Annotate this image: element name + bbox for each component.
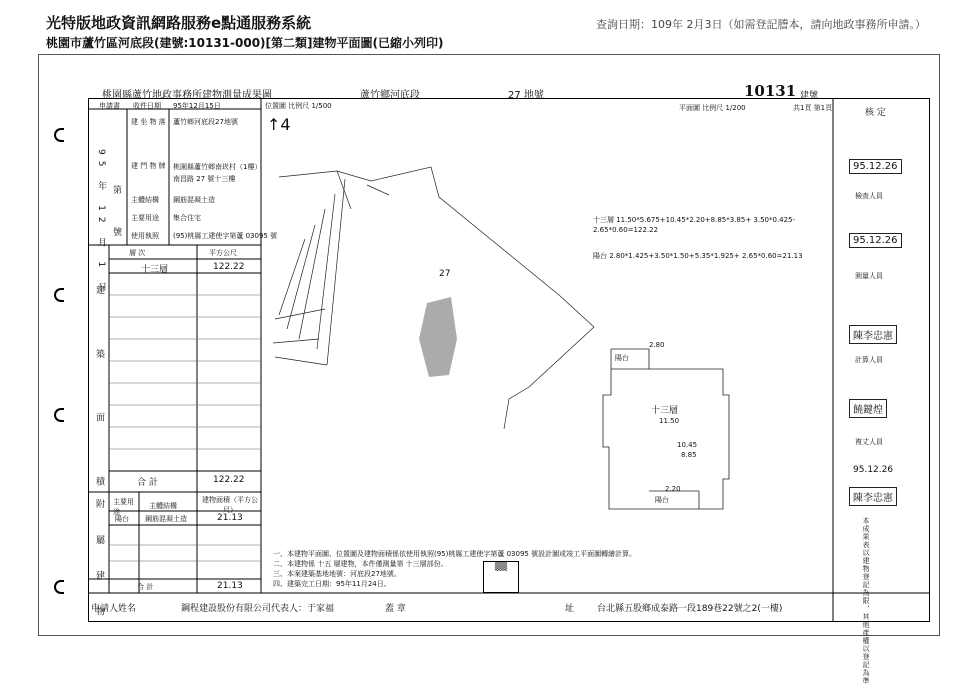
char-column: 第 <box>113 186 123 196</box>
attach-row-area: 21.13 <box>217 513 243 523</box>
binding-hole <box>54 580 64 594</box>
stamp-name-2: 饒鍵煌 <box>849 399 887 418</box>
location-value: 蘆竹鄉河底段27地號 <box>173 118 238 126</box>
floor-row-level: 十三層 <box>141 265 169 275</box>
calc-13f: 十三層 11.50*5.675+10.45*2.20+8.85*3.85+ 3.50*0.425-2.65*0.60=122.22 <box>593 216 796 234</box>
seal-label: 蓋 章 <box>385 604 406 614</box>
site-scale: 位置圖 比例尺 1/500 <box>265 102 332 110</box>
receipt-label: 收件日期 <box>133 102 161 110</box>
location-label: 建 坐 物 落 <box>131 118 166 126</box>
attach-head-use: 主要用途 <box>113 498 134 516</box>
binding-hole <box>54 288 64 302</box>
building-number-label: 建號 <box>800 91 819 101</box>
calculator-label: 計算人員 <box>855 356 883 364</box>
attach-total-value: 21.13 <box>217 581 243 591</box>
address-value: 台北縣五股鄉成泰路一段189巷22號之2(一樓) <box>597 604 783 614</box>
section-name: 蘆竹鄉河底段 <box>360 90 420 101</box>
calc-balcony: 陽台 2.80*1.425+3.50*1.50+5.35*1.925+ 2.65*0.60=21.13 <box>593 252 803 260</box>
building-number: 10131 <box>744 82 797 100</box>
building-area-vertical: 建 築 面 積 <box>94 285 104 512</box>
doc-title: 桃園縣蘆竹地政事務所建物測量成果圖 <box>102 90 272 101</box>
reviewer-label: 複丈人員 <box>855 438 883 446</box>
binding-hole <box>54 128 64 142</box>
note-3: 三、本案建築基地地號：河底段27地號。 <box>273 570 401 578</box>
number-column: 號 <box>113 228 123 238</box>
attach-row-structure: 鋼筋混凝土造 <box>145 515 187 523</box>
binding-hole <box>54 408 64 422</box>
permit-value: (95)桃縣工建使字第蘆 03095 號 <box>173 232 278 240</box>
structure-label: 主體結構 <box>131 196 159 204</box>
stamp-date-2: 95.12.26 <box>849 233 902 248</box>
stamp-date-3: 95.12.26 <box>853 465 894 475</box>
inspector-label: 檢查人員 <box>855 192 883 200</box>
right-footnote: 本成果表以建物登記為限，其他產權以登記為準 <box>862 517 870 685</box>
note-1: 一、本建物平面圖、位置圖及建物面積係依使用執照(95)桃縣工建使字第蘆 03095 號設計圖或竣工平面圖轉繪計算。 <box>273 550 637 558</box>
floor-head-level: 層 次 <box>129 249 146 257</box>
floor-plan-label: 十三層 <box>651 406 679 416</box>
dim-10-45: 10.45 <box>677 441 698 449</box>
dim-11-50: 11.50 <box>659 417 680 425</box>
balcony-label-bottom: 陽台 <box>655 496 669 504</box>
page-info: 共1頁 第1頁 <box>793 104 833 112</box>
note-2: 二、本建物係 十五 層建物，本件僅測量第 十三層部份。 <box>273 560 448 568</box>
use-label: 主要用途 <box>131 214 159 222</box>
notes <box>273 549 793 589</box>
dim-5-35: 2.20 <box>665 485 681 493</box>
query-date: 查詢日期：109年 2月3日（如需登記謄本，請向地政事務所申請。） <box>596 18 926 31</box>
applicant-value: 鋼程建設股份有限公司代表人：于家福 <box>181 604 335 614</box>
attach-head-area: 建物面積（平方公尺） <box>202 496 258 514</box>
door-value: 桃園縣蘆竹鄉南崁村（1樓）南昌路 27 號十三樓 <box>173 163 258 183</box>
dim-8-85: 8.85 <box>681 451 697 459</box>
survey-form <box>88 98 930 685</box>
structure-value: 鋼筋混凝土造 <box>173 196 215 204</box>
page-subtitle: 桃園市蘆竹區河底段(建號:10131-000)[第二類]建物平面圖(已縮小列印) <box>46 36 444 50</box>
attach-head-structure: 主體結構 <box>149 502 177 510</box>
total-label: 合 計 <box>137 478 158 488</box>
apply-label: 申請書 <box>99 102 120 110</box>
attach-row-use: 陽台 <box>115 515 129 523</box>
permit-label: 使用執照 <box>131 232 159 240</box>
dim-2-80: 2.80 <box>649 341 665 349</box>
plan-scale: 平面圖 比例尺 1/200 <box>679 104 746 112</box>
total-value: 122.22 <box>213 475 245 485</box>
floor-head-area: 平方公尺 <box>209 249 237 257</box>
stamp-date-1: 95.12.26 <box>849 159 902 174</box>
page-title: 光特版地政資訊網路服務e點通服務系統 <box>46 14 312 32</box>
attach-total-label: 合 計 <box>137 583 154 591</box>
door-label: 建 門 物 牌 <box>131 162 166 170</box>
floor-row-area: 122.22 <box>213 262 245 272</box>
seal-stamp: ▒▒ <box>483 561 519 593</box>
balcony-label-top: 陽台 <box>615 354 629 362</box>
lot-number: 27 地號 <box>508 90 544 101</box>
north-arrow-icon: ↑4 <box>267 115 291 134</box>
lot-label: 27 <box>439 269 451 279</box>
address-label: 址 <box>565 604 575 614</box>
applicant-label: 申請人姓名 <box>91 604 137 614</box>
year-column: 95 年 12 月 1 日 <box>96 149 106 297</box>
use-value: 集合住宅 <box>173 214 201 222</box>
stamp-name-1: 陳李忠憲 <box>849 325 897 344</box>
approve-head: 核 定 <box>865 108 886 118</box>
apply-date: 95年12月15日 <box>173 102 221 110</box>
note-4: 四、建築完工日期：95年11月24日。 <box>273 580 391 588</box>
attach-vertical: 附 屬 建 物 <box>94 499 104 628</box>
surveyor-label: 測量人員 <box>855 272 883 280</box>
stamp-name-3: 陳李忠憲 <box>849 487 897 506</box>
